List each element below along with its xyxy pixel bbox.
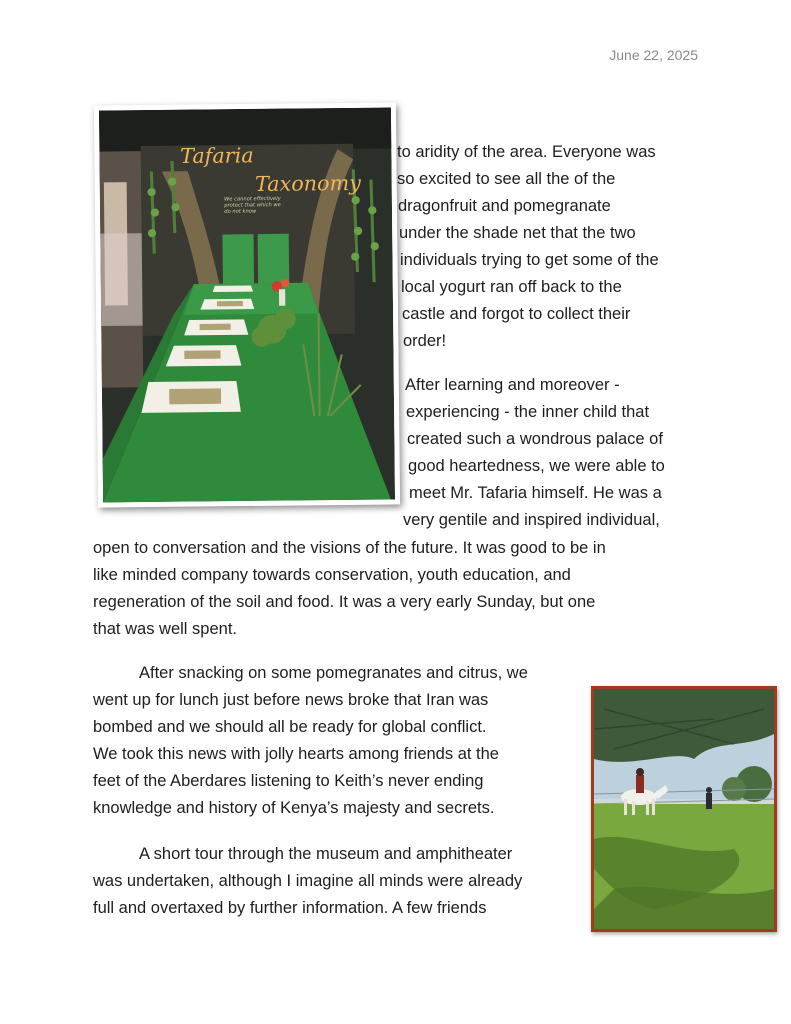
text-line: local yogurt ran off back to the (401, 278, 622, 296)
text-line: We took this news with jolly hearts among friends at the (93, 745, 499, 763)
text-line: order! (403, 332, 447, 350)
text-line: meet Mr. Tafaria himself. He was a (409, 484, 662, 502)
text-line: regeneration of the soil and food. It was a very early Sunday, but one (93, 593, 596, 611)
text-line: bombed and we should all be ready for global conflict. (93, 718, 487, 736)
text-line: created such a wondrous palace of (407, 430, 663, 448)
text-line: good heartedness, we were able to (408, 457, 665, 475)
text-line: so excited to see all the of the (397, 170, 616, 188)
sign-title-taxonomy: Taxonomy (254, 170, 361, 196)
date-stamp: June 22, 2025 (609, 47, 698, 63)
text-line: was undertaken, although I imagine all minds were already (93, 872, 523, 890)
horse-lawn-photo (591, 686, 777, 932)
text-line: to aridity of the area. Everyone was (397, 143, 656, 161)
text-line: very gentile and inspired individual, (403, 511, 660, 529)
text-line: full and overtaxed by further information. A few friends (93, 899, 487, 917)
text-line: like minded company towards conservation, youth education, and (93, 566, 571, 584)
sign-caption-graphic (224, 196, 286, 227)
taxonomy-room-photo (94, 102, 400, 507)
taxonomy-room-image (99, 107, 395, 502)
text-line: After snacking on some pomegranates and citrus, we (139, 664, 528, 682)
text-line: After learning and moreover - (405, 376, 620, 394)
text-line: experiencing - the inner child that (406, 403, 650, 421)
text-line: dragonfruit and pomegranate (398, 197, 611, 215)
text-line: castle and forgot to collect their (402, 305, 631, 323)
text-line: went up for lunch just before news broke that Iran was (93, 691, 489, 709)
text-line: feet of the Aberdares listening to Keith’s never ending (93, 772, 484, 790)
horse-lawn-image (594, 689, 774, 929)
text-line: under the shade net that the two (399, 224, 636, 242)
text-line: knowledge and history of Kenya’s majesty and secrets. (93, 799, 495, 817)
sign-title-tafaria: Tafaria (180, 143, 254, 169)
text-line: individuals trying to get some of the (400, 251, 659, 269)
text-line: A short tour through the museum and amphitheater (139, 845, 513, 863)
text-line: open to conversation and the visions of the future. It was good to be in (93, 539, 606, 557)
sign-caption: We cannot effectively protect that which we do not know (224, 195, 281, 215)
text-line: that was well spent. (93, 620, 237, 638)
